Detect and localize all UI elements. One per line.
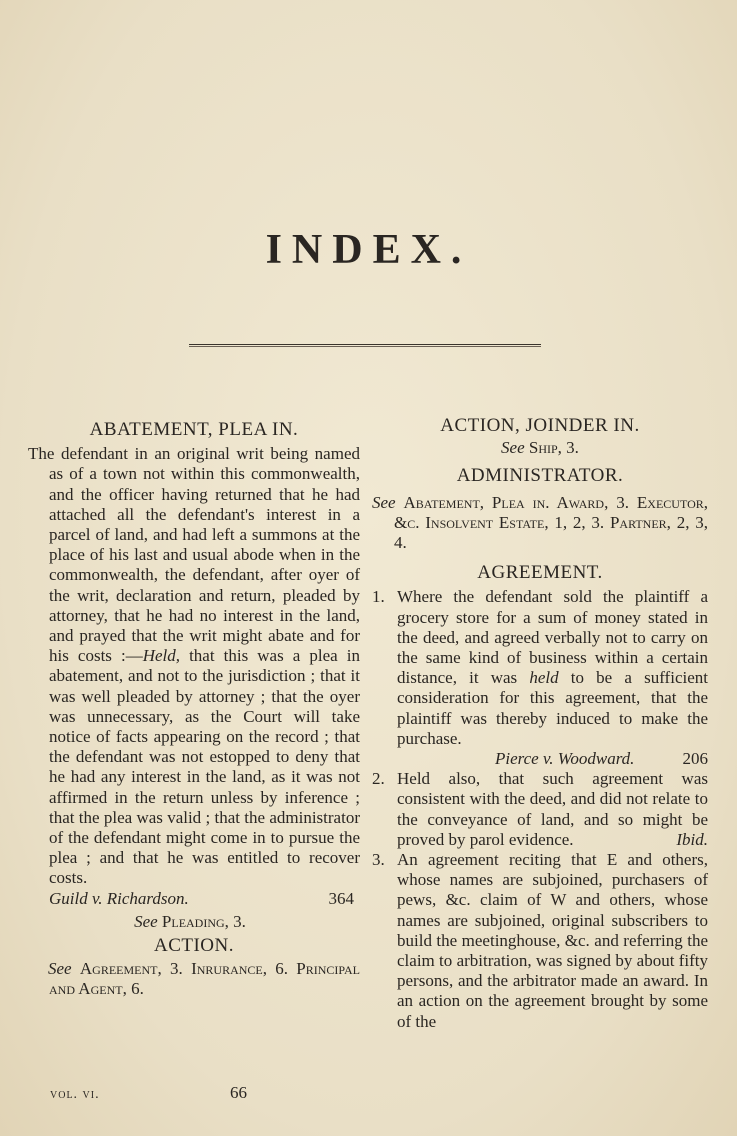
abatement-text: The defendant in an original writ being named as of a town not within this commonwealth, and the officer having returned that he had attached all the defendant's interest in a parcel of land, and had left a summons at the place of his last and usual abode when in the commonwealth, the defendant, after oyer of the writ, declaration and return, pleaded by attorney, that he had no interest in the land, and prayed that the writ might abate and for his costs :—: [28, 444, 360, 666]
heading-administrator: ADMINISTRATOR.: [456, 465, 624, 487]
heading-action: ACTION.: [153, 935, 235, 957]
item-text: An agreement reciting that E and others, whose names are subjoined, purchasers of pews, &c. claim of W and others, whose names are subjoined, original subscribers to build the meetinghouse, &c. and referring the claim to arbitration, was signed by about fifty persons, and the arbitrator made an award. In an action on the agreement brought by some of the: [397, 850, 708, 1031]
agreement-item-3: [372, 850, 708, 1032]
item-number: 3.: [372, 850, 385, 870]
item-number: 2.: [372, 769, 385, 789]
see-word: See: [48, 959, 72, 979]
page-title: INDEX.: [265, 227, 472, 273]
case-page: 206: [682, 749, 708, 769]
case-citation: [28, 889, 360, 909]
left-column: [28, 420, 360, 1000]
abatement-text-rest: that this was a plea in abatement, and not to the jurisdiction ; that it was well pleaded by attorney ; that the oyer was unnecessary, as the Court will take notice of facts appearing on the record ; that the defendant was not estopped to deny that he had any interest in the land, as it was not affirmed in the return unless by inference ; that the plea was valid ; that the administrator of the defendant might come in to pursue the plea ; and that he was entitled to recover costs.: [49, 646, 360, 888]
case-name: Guild v. Richardson.: [49, 888, 189, 908]
case-name: Pierce v. Woodward.: [495, 749, 635, 769]
heading-abatement: ABATEMENT, PLEA IN.: [89, 419, 299, 440]
case-citation: [397, 749, 708, 769]
see-pleading: [20, 912, 360, 932]
item-text: Held also, that such agreement was consistent with the deed, and did not relate to the conveyance of land, and so might be proved by parol evidence.: [397, 769, 708, 849]
ibid: Ibid.: [676, 829, 708, 849]
see-action-refs: [28, 959, 360, 999]
title-rule: [189, 344, 541, 347]
held-word: Held,: [142, 646, 180, 666]
page-number: 66: [230, 1083, 247, 1102]
see-word: See: [134, 911, 158, 931]
right-column: [372, 416, 708, 1032]
item-text: Where the defendant sold the plaintiff a grocery store for a sum of money stated in the deed, and agreed verbally not to carry on the same kind of business within a certain distance, it was: [397, 587, 708, 688]
see-word: See: [372, 492, 396, 512]
see-reference: Agreement, 3. Inrurance, 6. Principal and Agent, 6.: [49, 959, 360, 999]
agreement-item-1: [372, 587, 708, 769]
see-reference: Pleading, 3.: [161, 911, 246, 931]
see-reference: Ship, 3.: [528, 438, 579, 458]
item-text-rest: to be a sufficient consideration for this agreement, that the plaintiff was thereby induced to make the purchase.: [397, 668, 708, 748]
held-word: held: [529, 668, 559, 688]
see-administrator-refs: [372, 493, 708, 554]
see-reference: Abatement, Plea in. Award, 3. Executor, &c. Insolvent Estate, 1, 2, 3. Partner, 2, 3, 4.: [394, 492, 708, 553]
case-page: 364: [328, 888, 354, 908]
item-number: 1.: [372, 587, 385, 607]
abatement-entry: [28, 444, 360, 888]
heading-agreement: AGREEMENT.: [477, 562, 603, 584]
agreement-item-2: [372, 769, 708, 850]
volume-label: vol. vi.: [50, 1087, 100, 1102]
see-word: See: [501, 438, 525, 458]
heading-action-joinder: ACTION, JOINDER IN.: [440, 415, 640, 436]
see-ship: [372, 438, 708, 458]
